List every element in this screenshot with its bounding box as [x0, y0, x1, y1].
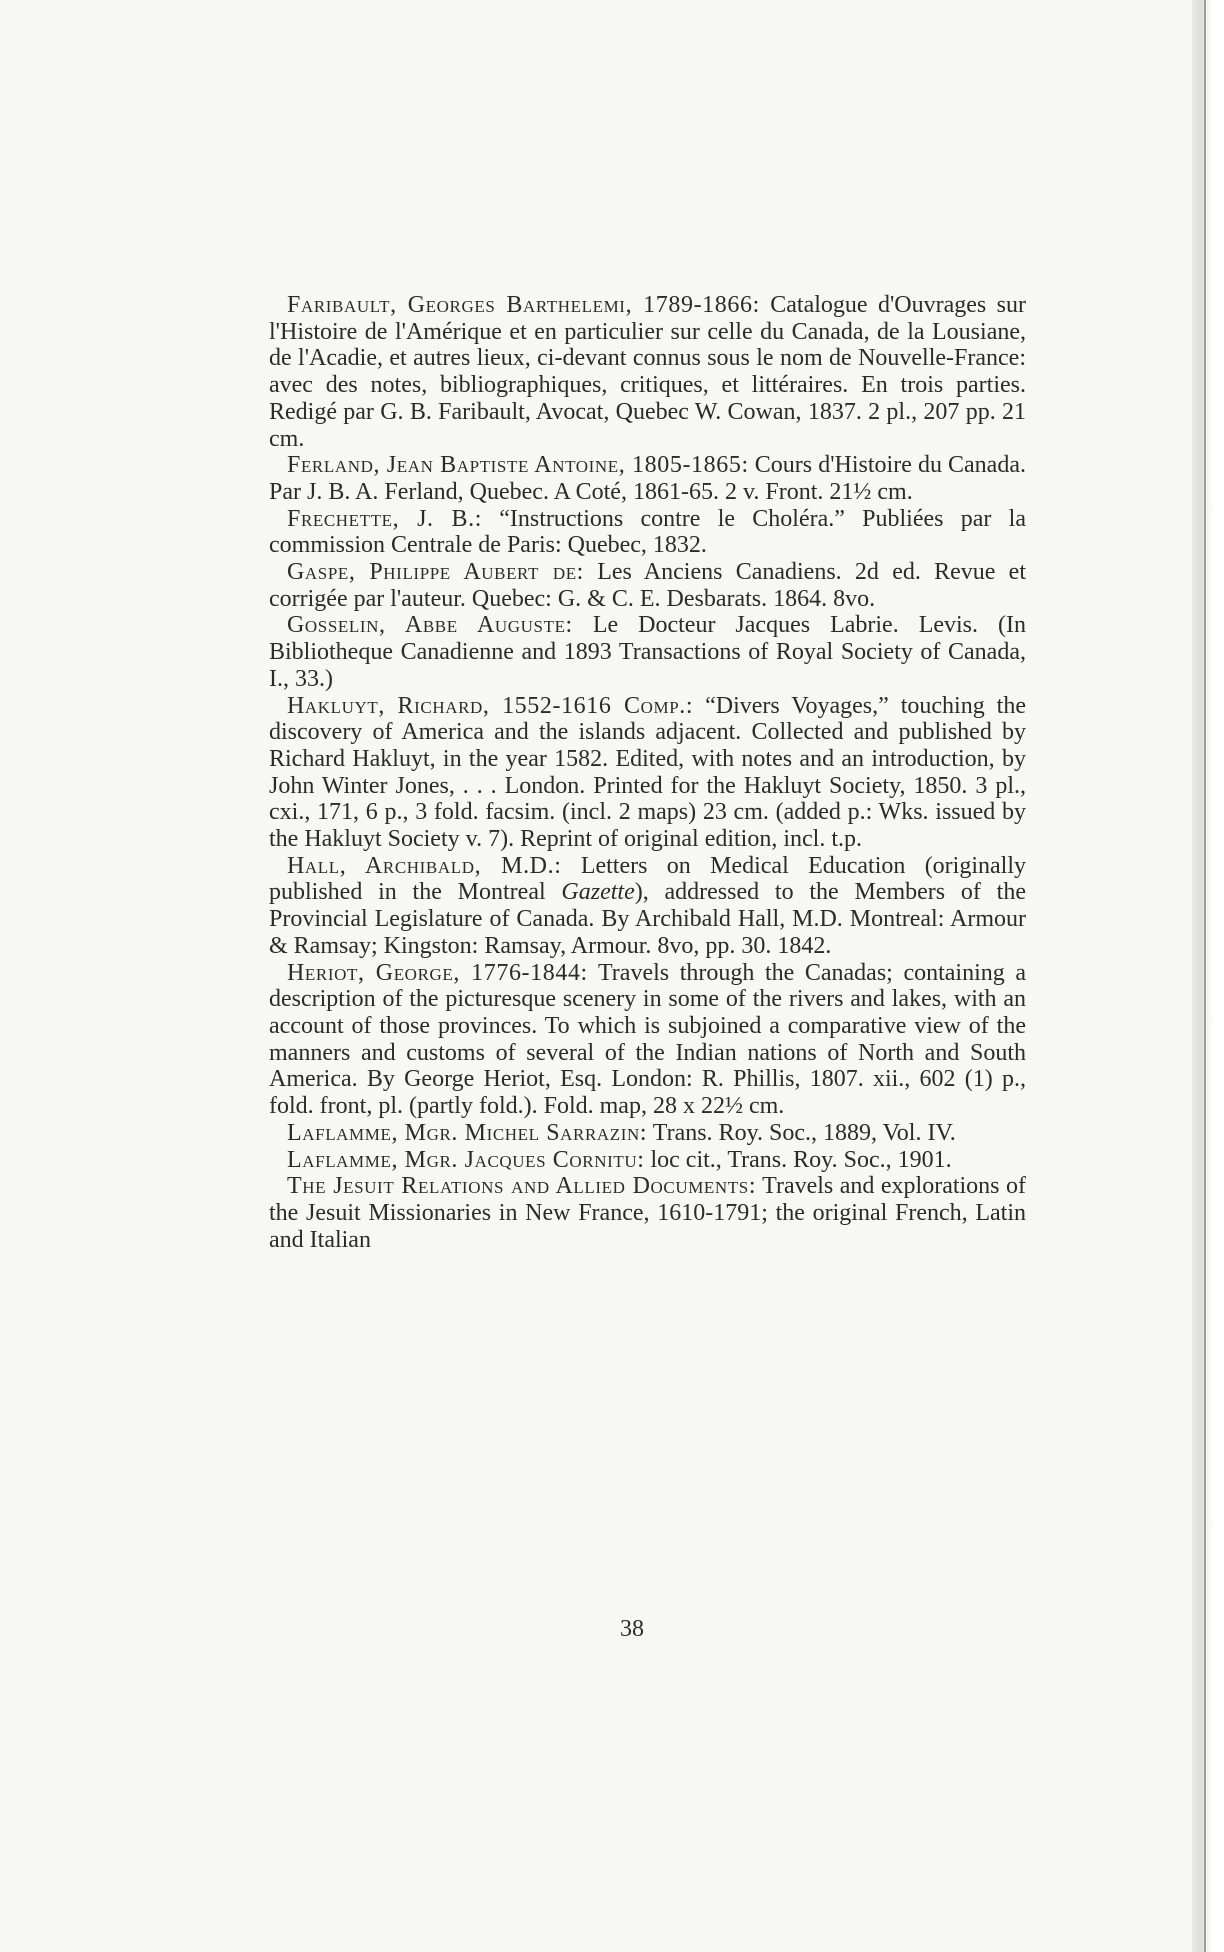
entry-heading: Gaspe, Philippe Aubert de: — [287, 559, 584, 586]
entry-heading: Laflamme, Mgr. Jacques Cornitu: — [287, 1146, 645, 1173]
bibliography-entry-hall — [269, 853, 1026, 960]
entry-heading: Hakluyt, Richard, 1552-1616 Comp.: — [287, 692, 694, 719]
bibliography-entry-laflamme-sarrazin — [269, 1120, 1026, 1147]
entry-description: loc cit., Trans. Roy. Soc., 1901. — [644, 1146, 952, 1173]
entry-heading: Ferland, Jean Baptiste Antoine, 1805-1865: — [287, 452, 749, 479]
bibliography-entry-frechette — [269, 506, 1026, 559]
entry-italic-title: Gazette — [561, 879, 635, 906]
entry-heading: Laflamme, Mgr. Michel Sarrazin: — [287, 1119, 648, 1146]
entry-heading: Faribault, Georges Barthelemi, 1789-1866: — [287, 292, 760, 318]
bibliography-entry-laflamme-cornitu — [269, 1147, 1026, 1174]
entry-description: “Divers Voyages,” touching the discovery of America and the islands adjacent. Collected and published by Richard Hakluyt, in the year 1582. Edited, with notes and an introduction, by John Winter Jones, . . . London. Printed for the Hakluyt Society, 1850. 3 pl., cxi., 171, 6 p., 3 fold. facsim. (incl. 2 maps) 23 cm. (added p.: Wks. issued by the Hakluyt Society v. 7). Reprint of original edition, incl. t.p. — [269, 692, 1026, 853]
page-number: 38 — [620, 1616, 644, 1642]
bibliography-entry-faribault — [269, 292, 1026, 452]
entry-description: Trans. Roy. Soc., 1889, Vol. IV. — [647, 1119, 956, 1146]
entry-heading: Hall, Archibald, M.D.: — [287, 852, 562, 879]
entry-description: Les Anciens Canadiens. 2d ed. Revue et corrigée par l'auteur. Quebec: G. & C. E. Desbarats. 1864. 8vo. — [269, 559, 1026, 612]
bibliography-text — [269, 292, 1026, 1253]
entry-description-continued: ), addressed to the Members of the Provincial Legislature of Canada. By Archibald Hall, M.D. Montreal: Armour & Ramsay; Kingston: Ramsay, Armour. 8vo, pp. 30. 1842. — [269, 879, 1026, 959]
page-edge-shadow — [1192, 0, 1224, 1952]
entry-description: Catalogue d'Ouvrages sur l'Histoire de l'Amérique et en particulier sur celle du Canada, de la Lousiane, de l'Acadie, et autres lieux, ci-devant connus sous le nom de Nouvelle-France: avec des notes, bibliographiques, critiques, et littéraires. En trois parties. Redigé par G. B. Faribault, Avocat, Quebec W. Cowan, 1837. 2 pl., 207 pp. 21 cm. — [269, 292, 1026, 452]
entry-heading: Gosselin, Abbe Auguste: — [287, 612, 573, 639]
entry-description: Le Docteur Jacques Labrie. Levis. (In Bibliotheque Canadienne and 1893 Transactions of Royal Society of Canada, I., 33.) — [269, 612, 1026, 692]
entry-description: Travels through the Canadas; containing a description of the picturesque scenery in some of the rivers and lakes, with an account of those provinces. To which is subjoined a comparative view of the manners and customs of several of the Indian nations of North and South America. By George Heriot, Esq. London: R. Phillis, 1807. xii., 602 (1) p., fold. front, pl. (partly fold.). Fold. map, 28 x 22½ cm. — [269, 959, 1026, 1120]
bibliography-entry-gaspe — [269, 559, 1026, 612]
entry-description: Letters on Medical Education (originally published in the Montreal — [269, 852, 1026, 906]
entry-description: Cours d'Histoire du Canada. Par J. B. A. Ferland, Quebec. A Coté, 1861-65. 2 v. Front. 21½ cm. — [269, 452, 1026, 505]
entry-description: Travels and explorations of the Jesuit Missionaries in New France, 1610-1791; the original French, Latin and Italian — [269, 1173, 1026, 1253]
bibliography-entry-hakluyt — [269, 693, 1026, 853]
entry-heading: The Jesuit Relations and Allied Documents: — [287, 1173, 757, 1200]
bibliography-entry-heriot — [269, 960, 1026, 1120]
bibliography-entry-ferland — [269, 452, 1026, 505]
entry-description: “Instructions contre le Choléra.” Publiées par la commission Centrale de Paris: Quebec, 1832. — [269, 505, 1026, 559]
bibliography-entry-gosselin — [269, 612, 1026, 692]
bibliography-entry-jesuit-relations — [269, 1173, 1026, 1253]
entry-heading: Frechette, J. B.: — [287, 505, 482, 532]
entry-heading: Heriot, George, 1776-1844: — [287, 959, 588, 986]
